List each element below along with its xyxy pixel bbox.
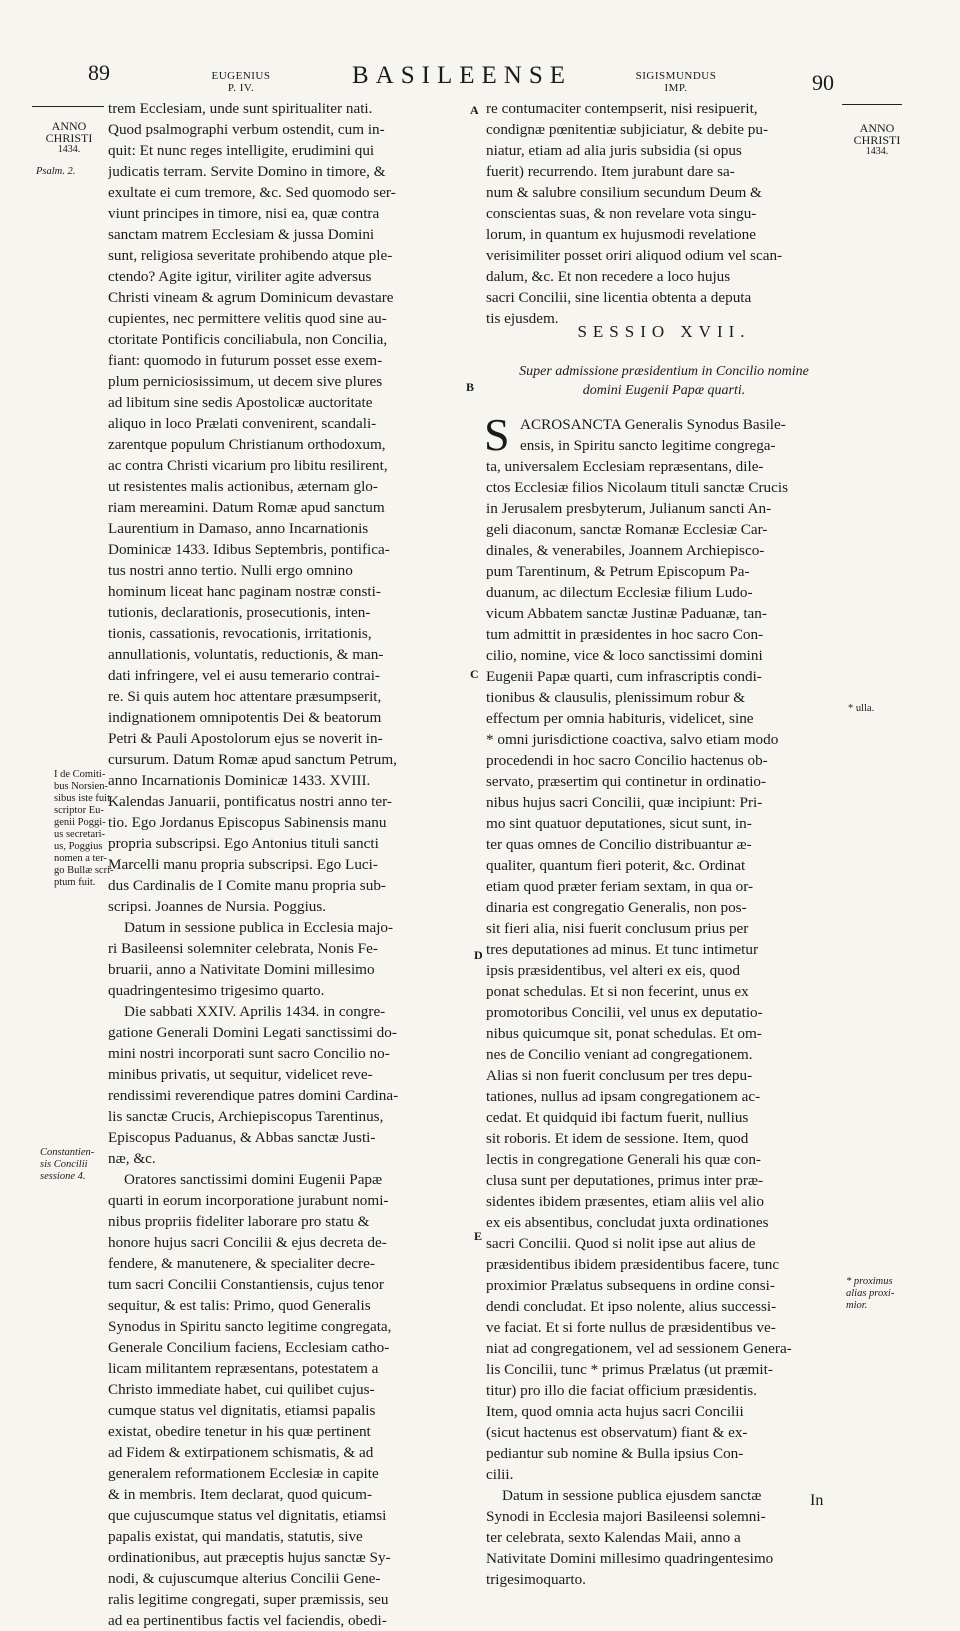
text-line: lis Concilii, tunc * primus Prælatus (ut præmit-	[486, 1361, 773, 1378]
text-line: Alias si non fuerit conclusum per tres depu-	[486, 1067, 753, 1084]
section-letter-b: B	[466, 380, 475, 394]
text-line: ipsis præsidentibus, vel alteri ex eis, quod	[486, 962, 740, 979]
right-text-column-body	[486, 435, 842, 1590]
year-right-line: 1434.	[865, 146, 889, 157]
text-line: rendissimi reverendique patres domini Cardina-	[108, 1087, 399, 1104]
text-line: Item, quod omnia acta hujus sacri Concilii	[486, 1403, 744, 1420]
page-number-left: 89	[88, 60, 110, 85]
text-line: in Jerusalem presbyterum, Julianum sancti An-	[486, 500, 772, 517]
right-text-column-top	[486, 98, 842, 329]
text-line: sit roboris. Et idem de sessione. Item, quod	[486, 1130, 749, 1147]
session-title: SESSIO XVII.	[577, 322, 751, 341]
text-line: nibus propriis fideliter laborare pro statu &	[108, 1213, 370, 1230]
text-line: trigesimoquarto.	[486, 1571, 586, 1588]
header-rule-right	[842, 104, 902, 105]
text-line: bruarii, anno a Nativitate Domini millesimo	[108, 961, 375, 978]
text-line: Eugenii Papæ quarti, cum infrascriptis condi-	[486, 668, 762, 685]
margin-note-line: scriptor Eu-	[54, 805, 104, 816]
section-letter-a: A	[470, 103, 479, 117]
text-line: (sicut hactenus est observatum) fiant & ex-	[486, 1424, 748, 1441]
text-line: trem Ecclesiam, unde sunt spiritualiter nati.	[108, 100, 373, 117]
text-line: dendi concludat. Et ipso nolente, alius successi-	[486, 1298, 777, 1315]
text-line: ri Basileensi solemniter celebrata, Nonis Fe-	[108, 940, 378, 957]
text-line: cilio, nomine, vice & loco sanctissimi domini	[486, 647, 763, 664]
page-number-right: 90	[812, 70, 834, 95]
margin-note-constantiensis	[40, 1147, 94, 1183]
text-line: sit fieri alia, nisi fuerit conclusum prius per	[486, 920, 749, 937]
text-line: næ, &c.	[108, 1150, 156, 1167]
text-line: fuerit) recurrendo. Item jurabunt dare sa-	[486, 163, 735, 180]
text-line: tutionis, declarationis, prosecutionis, inten-	[108, 604, 371, 621]
text-line: nes de Concilio veniant ad congregationem.	[486, 1046, 753, 1063]
text-line: mini nostri incorporati sunt sacro Concilio no-	[108, 1045, 390, 1062]
text-line: cedat. Et quidquid ibi factum fuerit, nullius	[486, 1109, 749, 1126]
text-line: qualiter, quantum fieri poterit, &c. Ordinat	[486, 857, 746, 874]
margin-note-comitibus	[54, 769, 114, 889]
text-line: pediantur sub nomine & Bulla ipsius Con-	[486, 1445, 744, 1462]
text-line: quarti in eorum incorporatione jurabunt nomi-	[108, 1192, 389, 1209]
text-line: Datum in sessione publica ejusdem sanctæ	[502, 1487, 762, 1504]
text-line: tio. Ego Jordanus Episcopus Sabinensis manu	[108, 814, 387, 831]
header-eugenius-line1: EUGENIUS	[211, 70, 271, 82]
text-line: Christi vineam & agrum Dominicum devastare	[108, 289, 394, 306]
text-line: ralis legitime congregati, super præmissis, seu	[108, 1591, 389, 1608]
session-subtitle-line2: domini Eugenii Papæ quarti.	[582, 383, 746, 398]
text-line: hominum liceat hanc paginam nostræ consti-	[108, 583, 381, 600]
anno-christi-right	[842, 122, 912, 158]
header-eugenius	[196, 70, 286, 94]
text-line: proximior Prælatus subsequens in ordine consi-	[486, 1277, 775, 1294]
margin-note-line: ptum fuit.	[54, 877, 96, 888]
text-line: re. Si quis autem hoc attentare præsumpserit,	[108, 688, 382, 705]
christi-right-line: CHRISTI	[853, 133, 901, 147]
text-line: ad ea pertinentibus factis vel faciendis, obedi-	[108, 1612, 387, 1629]
text-line: minibus privatis, ut sequitur, videlicet reve-	[108, 1066, 373, 1083]
text-line: cursurum. Datum Romæ apud sanctum Petrum,	[108, 751, 397, 768]
text-line: anno Incarnationis Dominicæ 1433. XVIII.	[108, 772, 371, 789]
text-line: Episcopus Paduanus, & Abbas sanctæ Justi-	[108, 1129, 376, 1146]
text-line: dalum, &c. Et non recedere a loco hujus	[486, 268, 731, 285]
text-line: Christo immediate habet, cui quilibet cujus-	[108, 1381, 375, 1398]
text-line: Oratores sanctissimi domini Eugenii Papæ	[124, 1171, 383, 1188]
text-line: aliquo in loco Prælati convenirent, scandali-	[108, 415, 377, 432]
text-line: nibus quicumque sit, ponat schedulas. Et om-	[486, 1025, 762, 1042]
text-line: ex eis absentibus, concludat juxta ordinationes	[486, 1214, 769, 1231]
text-line: lis sanctæ Crucis, Archiepiscopus Tarentinus,	[108, 1108, 384, 1125]
header-sigismundus-line1: SIGISMUNDUS	[635, 70, 717, 82]
text-line: annullationis, voluntatis, reductionis, & man-	[108, 646, 384, 663]
text-line: præsidentibus ibidem præsidentibus facere, tunc	[486, 1256, 780, 1273]
text-line: effectum per omnia habituris, videlicet, sine	[486, 710, 754, 727]
text-line: cumque status vel dignitatis, etiamsi papalis	[108, 1402, 376, 1419]
session-subtitle	[482, 362, 846, 400]
text-line: num & salubre consilium secundum Deum &	[486, 184, 762, 201]
text-line: ta, universalem Ecclesiam repræsentans, dile-	[486, 458, 764, 475]
text-line: nodi, & cujuscumque alterius Concilii Gene-	[108, 1570, 381, 1587]
margin-note-line: mior.	[846, 1300, 868, 1311]
margin-note-line: sessione 4.	[40, 1171, 86, 1182]
text-line: etiam quod præter feriam sextam, in qua or-	[486, 878, 754, 895]
text-line: mo sint quatuor deputationes, sicut sunt, in-	[486, 815, 752, 832]
text-line: ve faciat. Et si forte nullus de præsidentibus ve-	[486, 1319, 776, 1336]
text-line: indignationem omnipotentis Dei & beatorum	[108, 709, 382, 726]
text-line: Marcelli manu propria subscripsi. Ego Luci-	[108, 856, 378, 873]
text-line: zarentque populum Christianum orthodoxum,	[108, 436, 386, 453]
text-line: exultate ei cum tremore, &c. Sed quomodo ser-	[108, 184, 396, 201]
text-line: procedendi in hoc sacro Concilio hactenus ob-	[486, 752, 768, 769]
text-line: tum sacri Concilii Constantiensis, cujus tenor	[108, 1276, 384, 1293]
anno-right-line: ANNO	[859, 121, 895, 135]
margin-note-line: Constantien-	[40, 1147, 95, 1158]
margin-note-line: us, Poggius	[54, 841, 103, 852]
drop-capital: S	[484, 409, 510, 460]
margin-note-line: * proximus	[846, 1276, 893, 1287]
text-line: sanctam matrem Ecclesiam & jussa Domini	[108, 226, 375, 243]
text-line: quit: Et nunc reges intelligite, erudimini qui	[108, 142, 375, 159]
text-line: geli diaconum, sanctæ Romanæ Ecclesiæ Car-	[486, 521, 768, 538]
text-line: ac contra Christi vicarium pro libitu resilirent,	[108, 457, 388, 474]
text-line: generalem reformationem Ecclesiæ in capite	[108, 1465, 379, 1482]
text-line: pum Tarentinum, & Petrum Episcopum Pa-	[486, 563, 750, 580]
text-line: Datum in sessione publica in Ecclesia majo-	[124, 919, 394, 936]
text-line: conscientas suas, & non revelare vota singu-	[486, 205, 757, 222]
text-line: Synodi in Ecclesia majori Basileensi solemni-	[486, 1508, 766, 1525]
text-line: tationes, nullus ad ipsam congregationem ac-	[486, 1088, 761, 1105]
text-line: ponat schedulas. Et si non fecerint, unus ex	[486, 983, 749, 1000]
margin-note-line: I de Comiti-	[54, 769, 106, 780]
text-line: verisimiliter posset oriri aliquod odium vel scan-	[486, 247, 783, 264]
text-line: Generale Concilium faciens, Ecclesiam catho-	[108, 1339, 390, 1356]
text-line: propria subscripsi. Ego Antonius tituli sancti	[108, 835, 379, 852]
text-line: vicum Abbatem sanctæ Justinæ Paduanæ, tan-	[486, 605, 767, 622]
text-line: & in membris. Item declarat, quod quicum-	[108, 1486, 373, 1503]
text-line: scripsi. Joannes de Nursia. Poggius.	[108, 898, 327, 915]
margin-note-line: alias proxi-	[846, 1288, 895, 1299]
text-line: Petri & Pauli Apostolorum ejus se noverit in-	[108, 730, 383, 747]
text-line: papalis existat, qui mandatis, statutis, sive	[108, 1528, 363, 1545]
margin-note-line: sis Concilii	[40, 1159, 88, 1170]
text-line: cilii.	[486, 1466, 514, 1483]
header-eugenius-line2: P. IV.	[227, 82, 255, 94]
text-line: tis ejusdem.	[486, 310, 559, 327]
left-text-column	[108, 98, 468, 1631]
text-line: niatur, etiam ad alia juris subsidia (si opus	[486, 142, 742, 159]
text-line: dus Cardinalis de I Comite manu propria sub-	[108, 877, 386, 894]
text-line: duanum, ac dilectum Ecclesiæ filium Ludo-	[486, 584, 753, 601]
text-line: sacri Concilii. Quod si nolit ipse aut alius de	[486, 1235, 756, 1252]
text-line: clusa sunt per deputationes, primus inter præ-	[486, 1172, 764, 1189]
text-line: servato, præsertim qui continetur in ordinatio-	[486, 773, 767, 790]
text-line: sacri Concilii, sine licentia obtenta a deputa	[486, 289, 752, 306]
year-left-line: 1434.	[57, 144, 81, 155]
text-line: existat, obedire tenetur in his quæ pertinent	[108, 1423, 371, 1440]
text-line: tres deputationes ad minus. Et tunc intimetur	[486, 941, 759, 958]
text-line: lorum, in quantum ex hujusmodi revelatione	[486, 226, 756, 243]
text-line: tus nostri anno tertio. Nulli ergo omnino	[108, 562, 353, 579]
text-line: licam militantem repræsentans, potestatem a	[108, 1360, 379, 1377]
text-line: Nativitate Domini millesimo quadringentesimo	[486, 1550, 774, 1567]
section-letter-d: D	[474, 948, 483, 962]
text-line: gatione Generali Domini Legati sanctissimi do-	[108, 1024, 397, 1041]
text-line: plum perniciosissimum, ut decem sive plures	[108, 373, 383, 390]
text-line: lectis in congregatione Generali his quæ con-	[486, 1151, 761, 1168]
running-title: BASILEENSE	[352, 62, 572, 89]
text-line: nibus hujus sacri Concilii, quæ incipiunt: Pri-	[486, 794, 763, 811]
text-line: que cujuscumque status vel dignitatis, etiamsi	[108, 1507, 387, 1524]
text-line: promotoribus Concilii, vel unus ex deputatio-	[486, 1004, 763, 1021]
text-line: fiant: quomodo in futurum posset esse exem-	[108, 352, 383, 369]
text-line: cupientes, nec permittere velitis quod sine au-	[108, 310, 387, 327]
text-line: Laurentium in Damaso, anno Incarnationis	[108, 520, 369, 537]
text-line: ACROSANCTA Generalis Synodus Basile-	[520, 416, 786, 433]
text-line: ctendo? Agite igitur, viriliter agite adversus	[108, 268, 372, 285]
text-line: titur) pro illo die faciat officium præsidentis.	[486, 1382, 757, 1399]
text-line: dinales, & venerabiles, Joannem Archiepisco-	[486, 542, 765, 559]
text-line: ad Fidem & extirpationem schismatis, & ad	[108, 1444, 374, 1461]
anno-left-line: ANNO	[51, 119, 87, 133]
text-line: ctos Ecclesiæ filios Nicolaum tituli sanctæ Crucis	[486, 479, 789, 496]
christi-left-line: CHRISTI	[45, 131, 93, 145]
anno-christi-left	[38, 120, 100, 156]
text-line: ad libitum sine sedis Apostolicæ auctoritate	[108, 394, 373, 411]
margin-note-line: genii Poggi-	[54, 817, 106, 828]
text-line: sunt, religiosa severitate prohibendo atque ple-	[108, 247, 393, 264]
text-line: Die sabbati XXIV. Aprilis 1434. in congre-	[124, 1003, 386, 1020]
text-line: ordinationibus, aut præceptis hujus sanctæ Sy-	[108, 1549, 391, 1566]
header-sigismundus-line2: IMP.	[664, 82, 688, 94]
header-sigismundus	[616, 70, 736, 94]
text-line: ctoritate Pontificis conciliabula, non Concilia,	[108, 331, 388, 348]
text-line: tum admittit in præsidentes in hoc sacro Con-	[486, 626, 764, 643]
text-line: condignæ pœnitentiæ subjiciatur, & debite pu-	[486, 121, 769, 138]
session-subtitle-line1: Super admissione præsidentium in Concilio nomine	[519, 364, 809, 379]
catchword: In	[810, 1492, 824, 1509]
text-line: tionibus & clausulis, plenissimum robur &	[486, 689, 746, 706]
text-line: * omni jurisdictione coactiva, salvo etiam modo	[486, 731, 779, 748]
text-line: dinaria est congregatio Generalis, non pos-	[486, 899, 747, 916]
text-line: ut resistentes malis actionibus, æternam glo-	[108, 478, 378, 495]
text-line: tionis, cassationis, revocationis, irritationis,	[108, 625, 372, 642]
text-line: quadringentesimo trigesimo quarto.	[108, 982, 325, 999]
text-line: sidentes ibidem præsentes, etiam aliis vel alio	[486, 1193, 764, 1210]
header-rule-left	[32, 106, 104, 107]
text-line: ter quas omnes de Concilio distribuantur æ-	[486, 836, 752, 853]
text-line: Dominicæ 1433. Idibus Septembris, pontifica-	[108, 541, 390, 558]
text-line: niat ad congregationem, vel ad sessionem Genera-	[486, 1340, 792, 1357]
margin-note-line: go Bullæ scri-	[54, 865, 114, 876]
text-line: ensis, in Spiritu sancto legitime congrega-	[520, 437, 776, 454]
text-line: dati infringere, vel ei ausu temerario contrai-	[108, 667, 380, 684]
section-letter-c: C	[470, 667, 479, 681]
section-letter-e: E	[474, 1229, 483, 1243]
margin-note-line: bus Norsien-	[54, 781, 108, 792]
psalm-reference: Psalm. 2.	[36, 166, 76, 177]
margin-note-ulla: * ulla.	[848, 703, 875, 714]
text-line: fendere, & manutenere, & specialiter decre-	[108, 1255, 375, 1272]
text-line: honore hujus sacri Concilii & ejus decreta de-	[108, 1234, 387, 1251]
text-line: riam mereamini. Datum Romæ apud sanctum	[108, 499, 385, 516]
text-line: ter celebrata, sexto Kalendas Maii, anno a	[486, 1529, 741, 1546]
text-line: Synodus in Spiritu sancto legitime congregata,	[108, 1318, 392, 1335]
text-line: sequitur, & est talis: Primo, quod Generalis	[108, 1297, 371, 1314]
margin-note-line: nomen a ter-	[54, 853, 107, 864]
text-line: viunt principes in timore, nisi ea, quæ contra	[108, 205, 380, 222]
text-line: Kalendas Januarii, pontificatus nostri anno ter-	[108, 793, 392, 810]
margin-note-line: us secretari-	[54, 829, 106, 840]
text-line: re contumaciter contempserit, nisi resipuerit,	[486, 100, 758, 117]
margin-note-proximus	[846, 1276, 894, 1312]
text-line: judicatis terram. Servite Domino in timore, &	[108, 163, 386, 180]
margin-note-line: sibus iste fuit	[54, 793, 111, 804]
text-line: Quod psalmographi verbum ostendit, cum in-	[108, 121, 385, 138]
